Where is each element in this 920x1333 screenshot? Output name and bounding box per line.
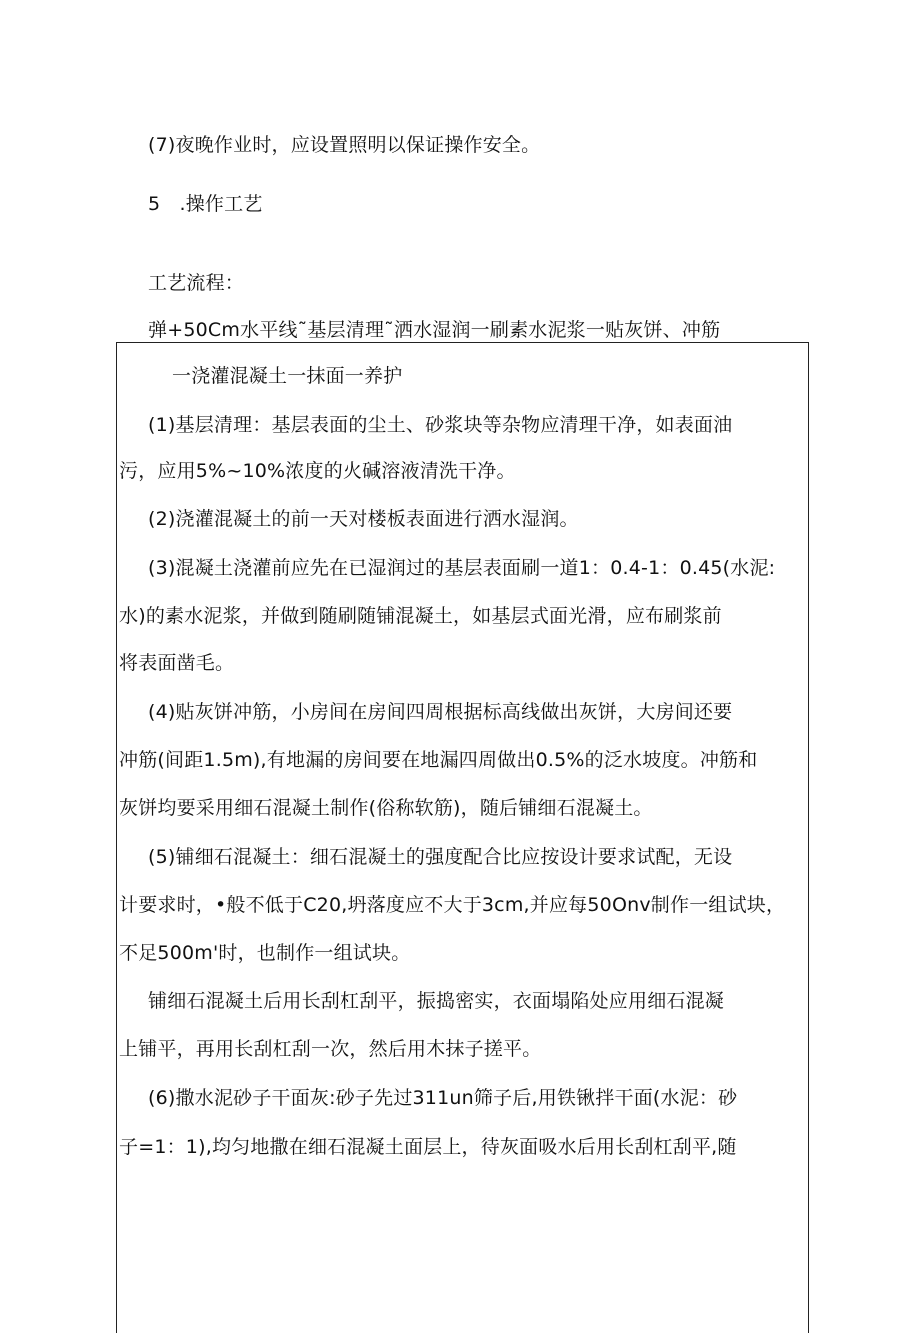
flow-line-1: 弹+50Cm水平线˜基层清理˜洒水湿润一刷素水泥浆一贴灰饼、冲筋 <box>148 319 721 341</box>
text-line: (2)浇灌混凝土的前一天对楼板表面进行洒水湿润。 <box>148 508 579 530</box>
text-line: 将表面凿毛。 <box>119 652 235 674</box>
text-line: 冲筋(间距1.5m),有地漏的房间要在地漏四周做出0.5%的泛水坡度。冲筋和 <box>119 749 758 771</box>
content-table-frame <box>116 342 809 1333</box>
section-heading: 5 .操作工艺 <box>148 193 263 215</box>
text-line: (6)撒水泥砂子干面灰:砂子先过311un筛子后,用铁锹拌干面(水泥：砂 <box>148 1087 738 1109</box>
paragraph-7: (7)夜晚作业时，应设置照明以保证操作安全。 <box>148 134 541 156</box>
text-line: 上铺平，再用长刮杠刮一次，然后用木抹子搓平。 <box>119 1038 542 1060</box>
text-line: (4)贴灰饼冲筋，小房间在房间四周根据标高线做出灰饼，大房间还要 <box>148 701 733 723</box>
text-line: (1)基层清理：基层表面的尘土、砂浆块等杂物应清理干净，如表面油 <box>148 414 733 436</box>
text-line: 子=1：1),均匀地撒在细石混凝土面层上，待灰面吸水后用长刮杠刮平,随 <box>119 1136 737 1158</box>
text-line: 铺细石混凝土后用长刮杠刮平，振捣密实，衣面塌陷处应用细石混凝 <box>148 990 725 1012</box>
flow-line-2: 一浇灌混凝土一抹面一养护 <box>172 365 403 387</box>
text-line: (5)铺细石混凝土：细石混凝土的强度配合比应按设计要求试配，无设 <box>148 846 733 868</box>
text-line: (3)混凝土浇灌前应先在已湿润过的基层表面刷一道1：0.4-1：0.45(水泥: <box>148 557 776 579</box>
text-line: 灰饼均要采用细石混凝土制作(俗称软筋)，随后铺细石混凝土。 <box>119 797 653 819</box>
text-line: 不足500m'时，也制作一组试块。 <box>119 942 411 964</box>
text-line: 水)的素水泥浆，并做到随刷随铺混凝土，如基层式面光滑，应布刷浆前 <box>119 605 722 627</box>
text-line: 污，应用5%~10%浓度的火碱溶液清洗干净。 <box>119 460 516 482</box>
flow-title: 工艺流程： <box>148 272 245 294</box>
text-line: 计要求时，•般不低于C20,坍落度应不大于3cm,并应每50Onv制作一组试块， <box>119 894 786 916</box>
